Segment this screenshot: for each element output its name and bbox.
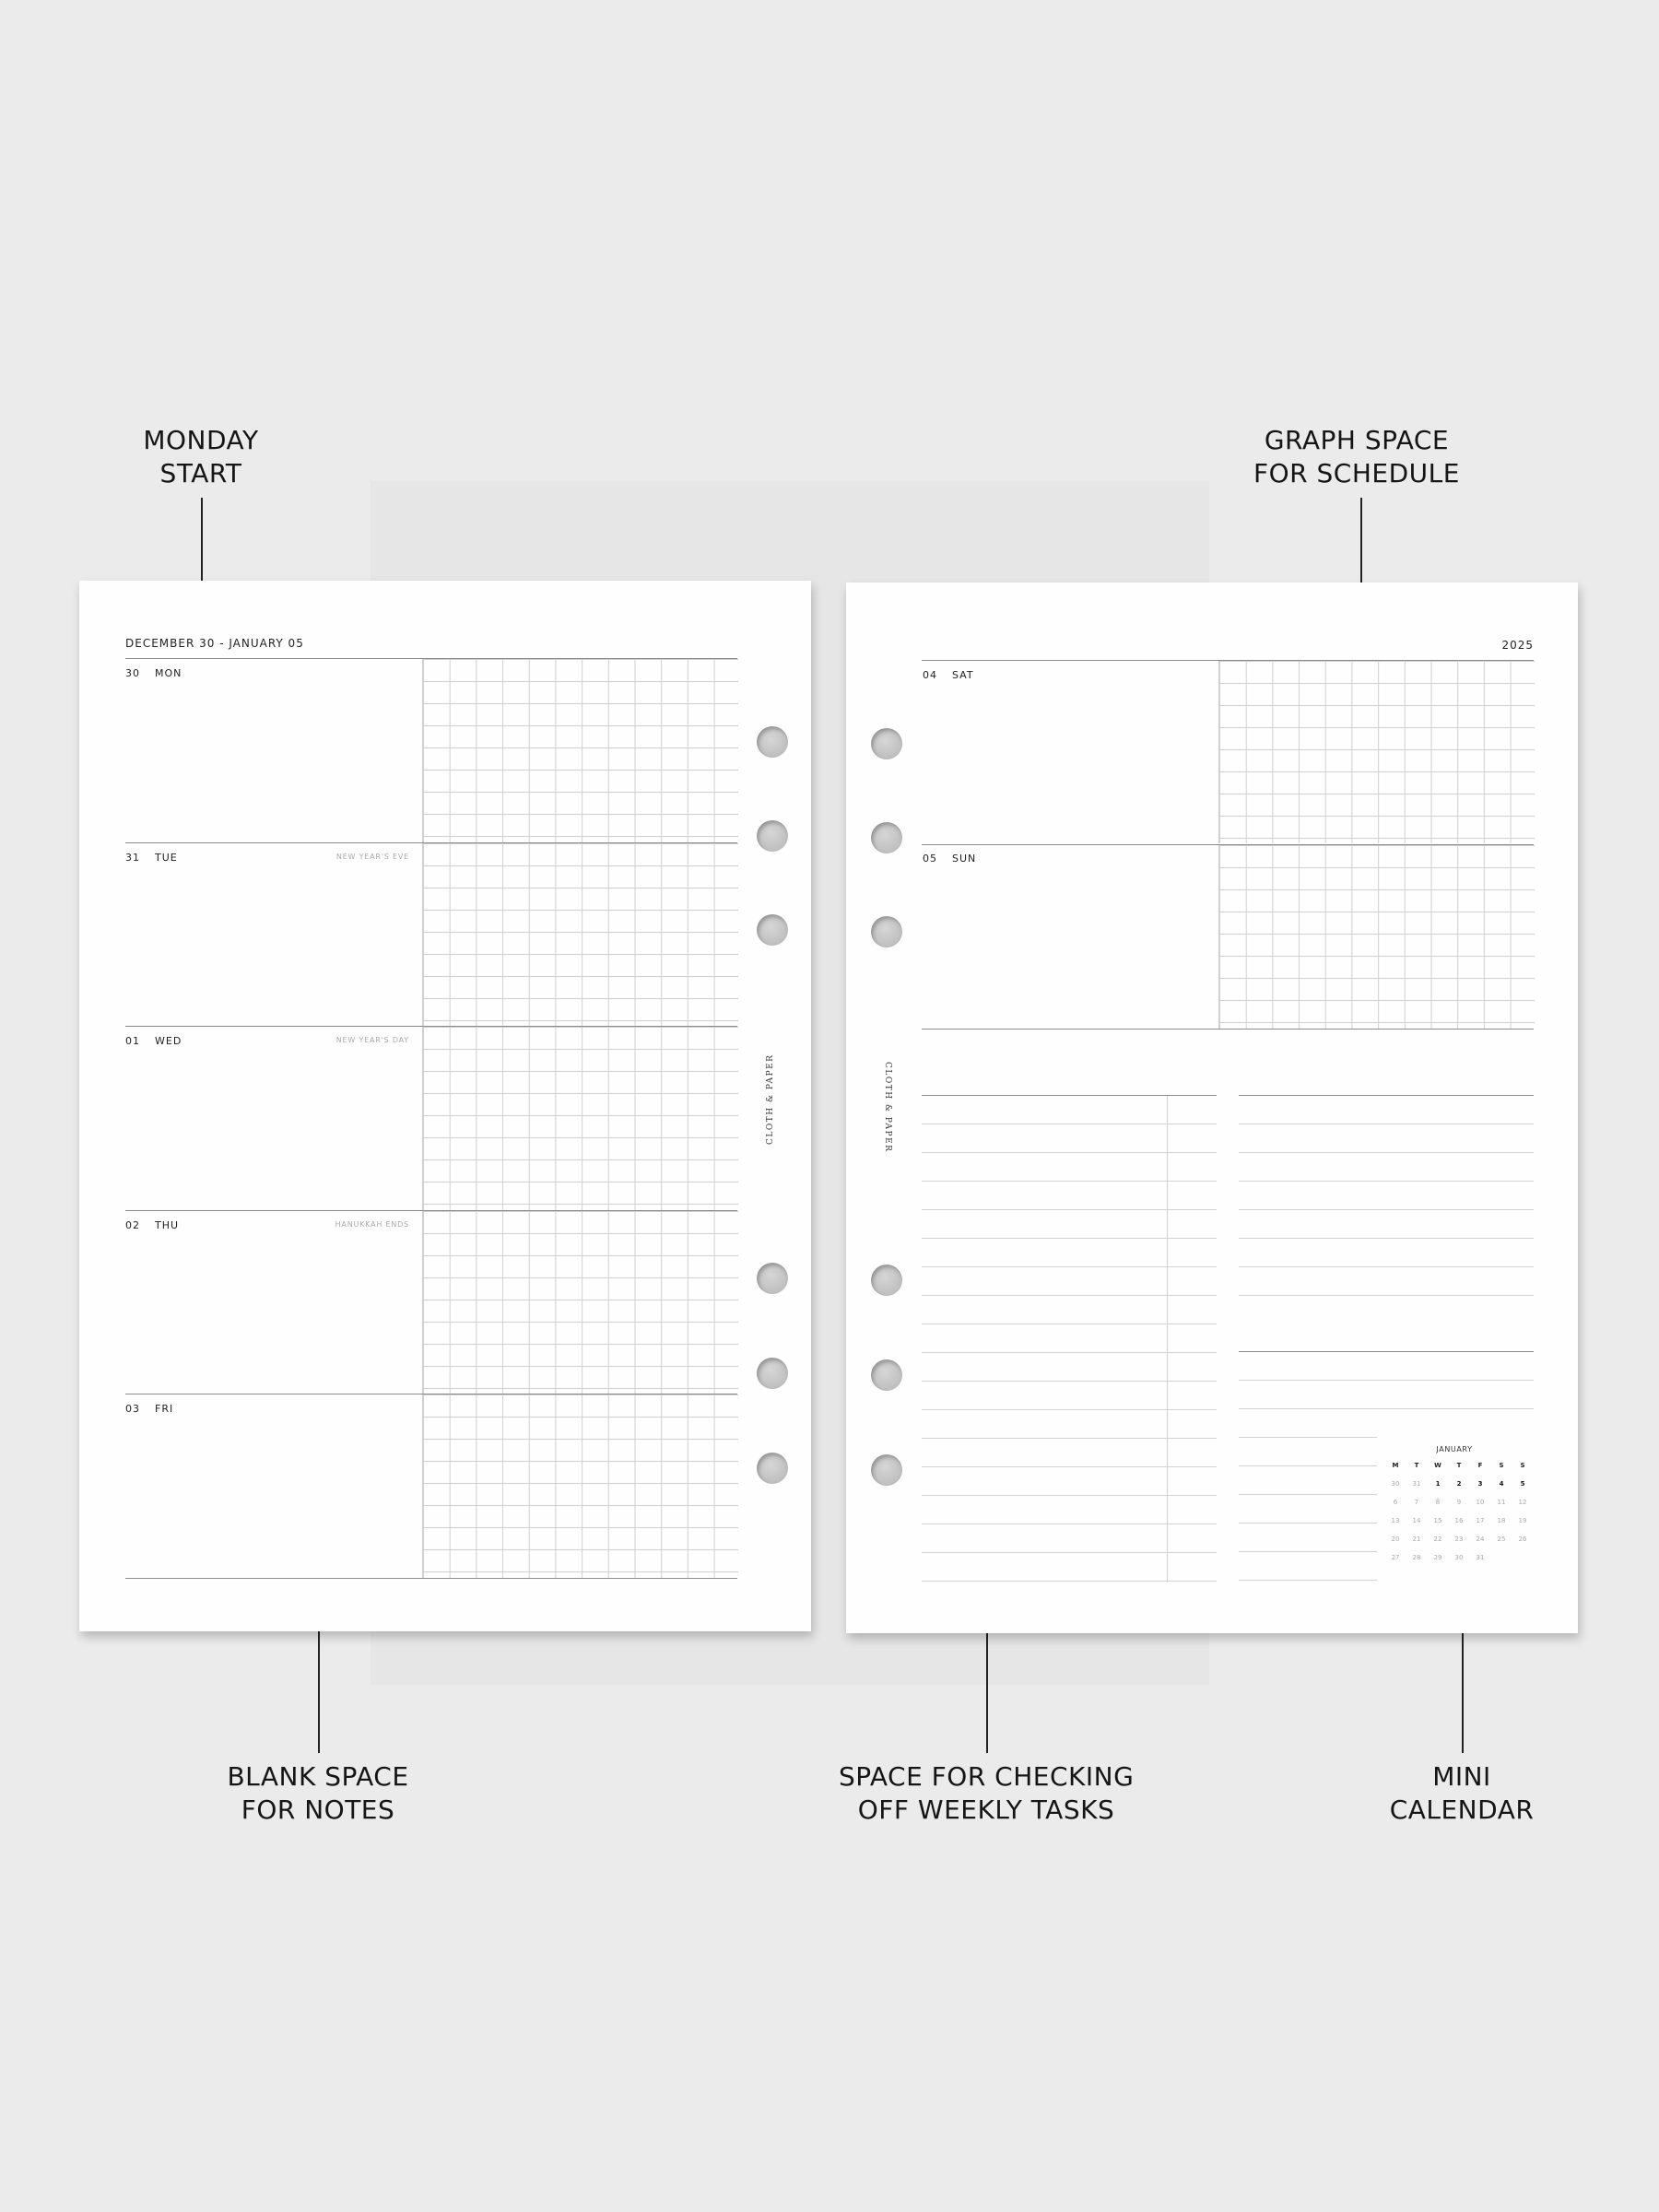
- mini-calendar-day: 21: [1412, 1535, 1421, 1543]
- callout-monday-start: MONDAY START: [143, 425, 259, 488]
- left-planner-page: [79, 581, 811, 1631]
- ring-hole: [757, 726, 788, 758]
- holiday-label: NEW YEAR'S EVE: [335, 852, 409, 861]
- mini-calendar-day: 13: [1391, 1517, 1400, 1524]
- mini-calendar-day: 12: [1518, 1499, 1527, 1506]
- mini-calendar-day: 17: [1476, 1517, 1485, 1524]
- mini-calendar-weekday: S: [1520, 1462, 1525, 1469]
- day-rule: [125, 842, 737, 843]
- callout-blank-space: BLANK SPACE FOR NOTES: [227, 1761, 409, 1825]
- task-line: [922, 1552, 1217, 1553]
- mini-calendar-day: 19: [1518, 1517, 1527, 1524]
- notes-line: [1239, 1551, 1377, 1552]
- bottom-rule: [125, 1578, 737, 1579]
- callout-graph-space: GRAPH SPACE FOR SCHEDULE: [1253, 425, 1460, 488]
- mini-calendar-day: 31: [1412, 1480, 1421, 1488]
- schedule-grid: [422, 1027, 738, 1210]
- day-name: THU: [155, 1218, 180, 1231]
- day-name: MON: [155, 667, 182, 679]
- mini-calendar-day: 25: [1497, 1535, 1506, 1543]
- mini-calendar-day: 30: [1454, 1554, 1464, 1561]
- notes-line: [1239, 1408, 1534, 1409]
- notes-line: [1239, 1437, 1377, 1438]
- task-line: [922, 1495, 1217, 1496]
- schedule-grid: [1218, 661, 1535, 843]
- mini-calendar-weekday: T: [1414, 1462, 1419, 1469]
- task-line: [922, 1581, 1217, 1582]
- brand-mark: CLOTH & PAPER: [766, 1053, 775, 1145]
- schedule-grid: [422, 843, 738, 1027]
- task-line: [922, 1181, 1217, 1182]
- task-line: [922, 1352, 1217, 1353]
- notes-line: [1239, 1266, 1534, 1267]
- notes-line: [1239, 1523, 1377, 1524]
- mini-calendar-day: 4: [1499, 1480, 1504, 1488]
- mini-calendar-day: 8: [1435, 1499, 1441, 1506]
- day-number: 31: [125, 851, 140, 864]
- mini-calendar-day: 9: [1456, 1499, 1462, 1506]
- holiday-label: HANUKKAH ENDS: [335, 1219, 409, 1229]
- mini-calendar-day: 15: [1433, 1517, 1442, 1524]
- date-range-heading: DECEMBER 30 - JANUARY 05: [125, 637, 304, 650]
- mini-calendar-day: 24: [1476, 1535, 1485, 1543]
- mini-calendar-day: 18: [1497, 1517, 1506, 1524]
- day-name: TUE: [155, 851, 178, 864]
- mini-calendar-day: 2: [1456, 1480, 1462, 1488]
- right-planner-page: [846, 582, 1578, 1633]
- schedule-grid: [422, 1211, 738, 1394]
- task-list-top-rule: [922, 1095, 1217, 1096]
- schedule-grid: [422, 659, 738, 842]
- notes-line: [1239, 1380, 1534, 1381]
- ring-hole: [757, 820, 788, 852]
- day-number: 02: [125, 1218, 140, 1231]
- task-line: [922, 1409, 1217, 1410]
- mini-calendar-weekday: T: [1456, 1462, 1462, 1469]
- day-rule: [125, 1026, 737, 1027]
- schedule-grid: [1218, 845, 1535, 1029]
- mini-calendar-day: 11: [1497, 1499, 1506, 1506]
- mini-calendar-day: 6: [1393, 1499, 1398, 1506]
- mini-calendar-day: 10: [1476, 1499, 1485, 1506]
- ring-hole: [871, 822, 902, 853]
- ring-hole: [757, 1453, 788, 1484]
- notes-line: [1239, 1295, 1534, 1296]
- callout-checking-tasks: SPACE FOR CHECKING OFF WEEKLY TASKS: [839, 1761, 1135, 1825]
- mini-calendar-day: 5: [1520, 1480, 1525, 1488]
- notes-section-rule: [1239, 1351, 1534, 1352]
- day-number: 05: [923, 853, 937, 865]
- mini-calendar-day: 29: [1433, 1554, 1442, 1561]
- ring-hole: [871, 1359, 902, 1391]
- day-number: 01: [125, 1035, 140, 1047]
- mini-calendar-day: 27: [1391, 1554, 1400, 1561]
- task-line: [922, 1238, 1217, 1239]
- ring-hole: [757, 914, 788, 946]
- mini-calendar-weekday: S: [1499, 1462, 1504, 1469]
- mini-calendar-day: 26: [1518, 1535, 1527, 1543]
- callout-mini-calendar: MINI CALENDAR: [1389, 1761, 1535, 1825]
- mini-calendar-weekday: F: [1477, 1462, 1483, 1469]
- task-line: [922, 1295, 1217, 1296]
- year-heading: 2025: [1501, 639, 1534, 652]
- ring-hole: [871, 1454, 902, 1486]
- task-line: [922, 1466, 1217, 1467]
- mini-calendar-day: 31: [1476, 1554, 1485, 1561]
- task-line: [922, 1152, 1217, 1153]
- mini-calendar: [1385, 1445, 1533, 1565]
- ring-hole: [871, 916, 902, 947]
- notes-line: [1239, 1580, 1377, 1581]
- ring-hole: [871, 728, 902, 759]
- task-line: [922, 1209, 1217, 1210]
- mini-calendar-weekday: W: [1434, 1462, 1441, 1469]
- notes-line: [1239, 1181, 1534, 1182]
- mini-calendar-day: 1: [1435, 1480, 1441, 1488]
- holiday-label: NEW YEAR'S DAY: [335, 1036, 409, 1044]
- day-rule: [125, 1210, 737, 1211]
- task-check-column: [1167, 1096, 1168, 1583]
- mini-calendar-day: 7: [1414, 1499, 1419, 1506]
- mini-calendar-day: 30: [1391, 1480, 1400, 1488]
- notes-top-rule: [1239, 1095, 1534, 1096]
- mini-calendar-day: 3: [1477, 1480, 1483, 1488]
- day-name: SUN: [952, 853, 977, 865]
- mini-calendar-day: 23: [1454, 1535, 1464, 1543]
- day-name: FRI: [155, 1403, 174, 1415]
- notes-line: [1239, 1494, 1377, 1495]
- mini-calendar-day: 14: [1412, 1517, 1421, 1524]
- task-line: [922, 1438, 1217, 1439]
- day-rule: [922, 1029, 1534, 1030]
- notes-line: [1239, 1465, 1377, 1466]
- notes-line: [1239, 1152, 1534, 1153]
- mini-calendar-day: 20: [1391, 1535, 1400, 1543]
- task-line: [922, 1381, 1217, 1382]
- task-line: [922, 1266, 1217, 1267]
- ring-hole: [757, 1263, 788, 1294]
- ring-hole: [871, 1265, 902, 1296]
- day-number: 04: [923, 669, 937, 681]
- mini-calendar-day: 22: [1433, 1535, 1442, 1543]
- day-number: 30: [125, 667, 140, 679]
- ring-hole: [757, 1358, 788, 1389]
- day-name: SAT: [952, 669, 974, 681]
- mini-calendar-day: 28: [1412, 1554, 1421, 1561]
- mini-calendar-weekday: M: [1392, 1462, 1399, 1469]
- notes-line: [1239, 1209, 1534, 1210]
- schedule-grid: [422, 1394, 738, 1578]
- day-name: WED: [155, 1035, 182, 1047]
- mini-calendar-day: 16: [1454, 1517, 1464, 1524]
- mini-calendar-month: JANUARY: [1436, 1445, 1473, 1453]
- day-number: 03: [125, 1403, 140, 1415]
- notes-line: [1239, 1238, 1534, 1239]
- brand-mark: CLOTH & PAPER: [883, 1062, 892, 1153]
